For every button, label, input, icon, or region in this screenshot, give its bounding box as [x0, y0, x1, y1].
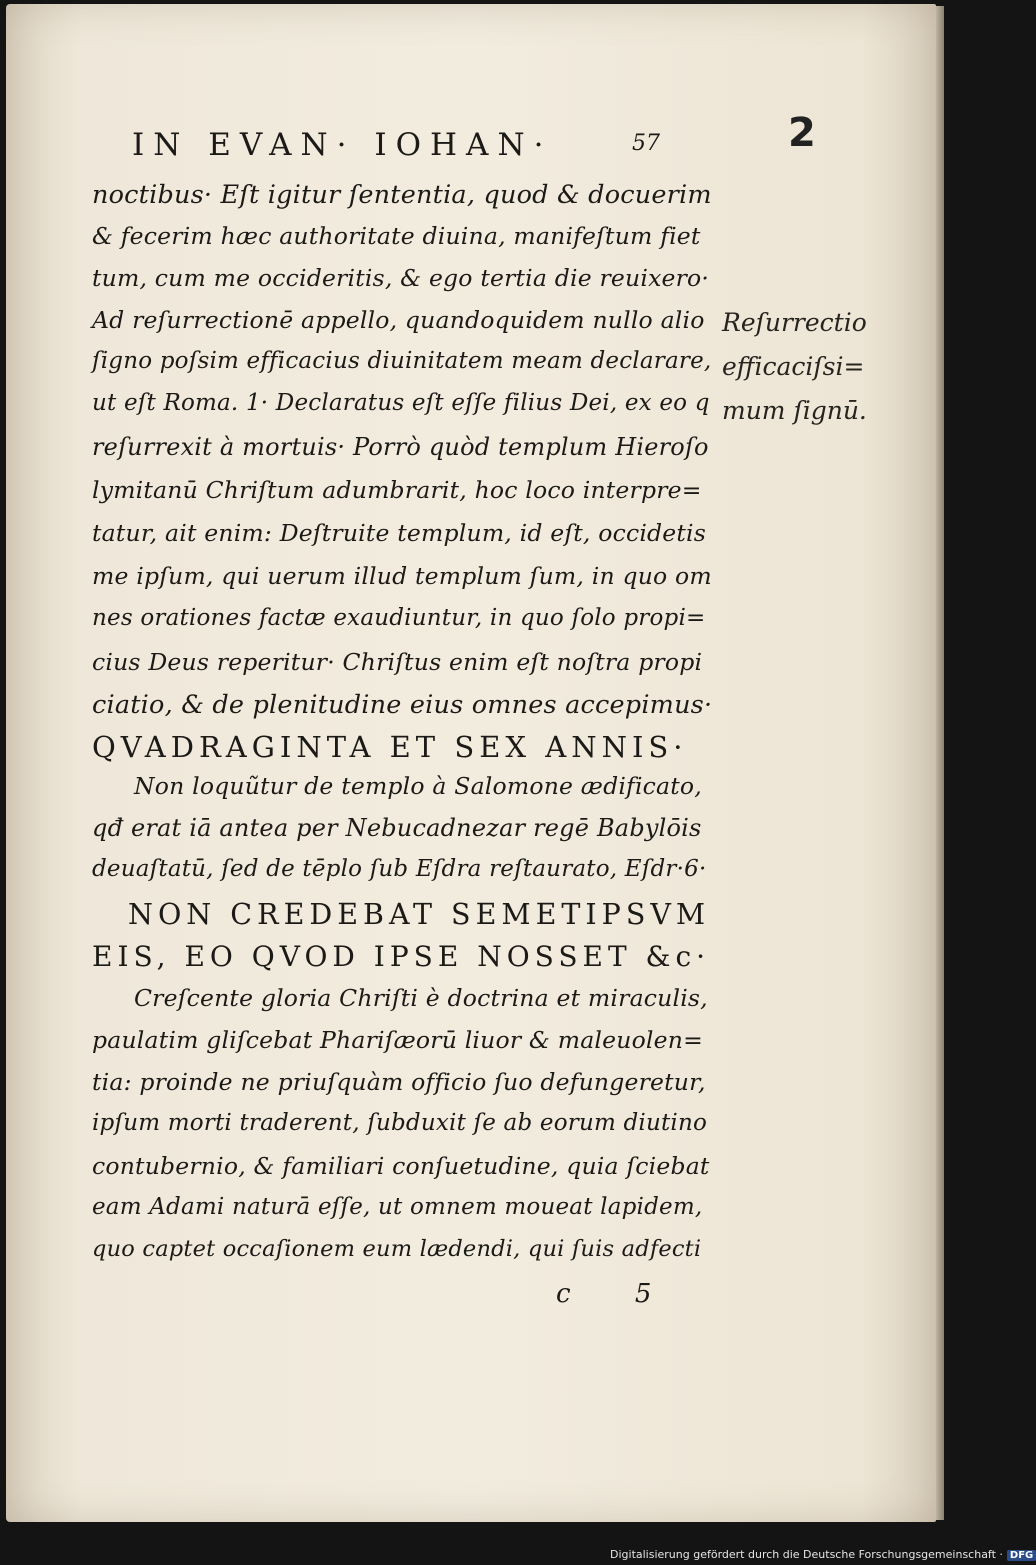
text-line: tum, cum me occideritis, & ego tertia die reuixero·	[92, 264, 710, 292]
text-line: Non loquũtur de templo à Salomone ædificato,	[134, 772, 702, 800]
section-heading: QVADRAGINTA ET SEX ANNIS·	[92, 730, 688, 764]
text-line: cius Deus reperitur· Chriſtus enim eſt noſtra propi	[92, 648, 703, 676]
text-line: Ad reſurrectionē appello, quandoquidem nullo alio	[92, 306, 705, 334]
text-line: ipſum morti traderent, ſubduxit ſe ab eorum diutino	[92, 1110, 708, 1136]
marginal-note-line: mum ſignū.	[722, 396, 867, 425]
text-line: paulatim gliſcebat Phariſæorū liuor & maleuolen=	[92, 1026, 703, 1054]
text-line: noctibus· Eſt igitur ſententia, quod & docuerim	[92, 180, 712, 210]
section-heading: NON CREDEBAT SEMETIPSVM	[128, 898, 711, 931]
text-line: lymitanū Chriſtum adumbrarit, hoc loco interpre=	[92, 476, 702, 504]
credit-text: Digitalisierung gefördert durch die Deutsche Forschungsgemeinschaft ·	[610, 1548, 1003, 1561]
text-line: tia: proinde ne priuſquàm officio ſuo defungeretur,	[92, 1068, 706, 1096]
text-line: Creſcente gloria Chriſti è doctrina et miraculis,	[134, 984, 708, 1012]
marginal-note-line: Reſurrectio	[722, 308, 867, 337]
marginal-note-line: efficaciſsi=	[722, 352, 865, 381]
folio-number: 57	[632, 131, 660, 156]
text-line: ut eſt Roma. 1· Declaratus eſt eſſe filius Dei, ex eo q	[92, 390, 710, 416]
text-line: & fecerim hæc authoritate diuina, manifeſtum fiet	[92, 222, 701, 250]
text-line: contubernio, & familiari conſuetudine, quia ſciebat	[92, 1152, 710, 1180]
signature-mark: c 5	[556, 1279, 680, 1309]
dfg-logo: DFG	[1007, 1550, 1036, 1561]
text-line: eam Adami naturā eſſe, ut omnem moueat lapidem,	[92, 1194, 703, 1220]
text-line: tatur, ait enim: Deſtruite templum, id eſt, occidetis	[92, 519, 707, 547]
section-heading: EIS, EO QVOD IPSE NOSSET &c·	[92, 940, 711, 973]
funding-credit	[610, 1548, 1036, 1561]
text-line: deuaſtatū, ſed de tēplo ſub Eſdra reſtaurato, Eſdr·6·	[92, 856, 707, 882]
handwritten-mark: 2	[788, 110, 816, 156]
text-line: reſurrexit à mortuis· Porrò quòd templum Hieroſo	[92, 433, 709, 461]
text-line: ciatio, & de plenitudine eius omnes accepimus·	[92, 690, 713, 720]
text-line: quo captet occaſionem eum lædendi, qui ſuis adfecti	[92, 1236, 702, 1262]
text-line: me ipſum, qui uerum illud templum ſum, in quo om	[92, 562, 712, 590]
text-line: ſigno poſsim efficacius diuinitatem meam declarare,	[92, 348, 712, 374]
page-edge	[936, 6, 944, 1520]
running-title: IN EVAN· IOHAN·	[132, 127, 553, 163]
text-line: nes orationes factæ exaudiuntur, in quo ſolo propi=	[92, 605, 706, 631]
text-line: qđ erat iā antea per Nebucadnezar regē Babylōis	[92, 814, 702, 842]
